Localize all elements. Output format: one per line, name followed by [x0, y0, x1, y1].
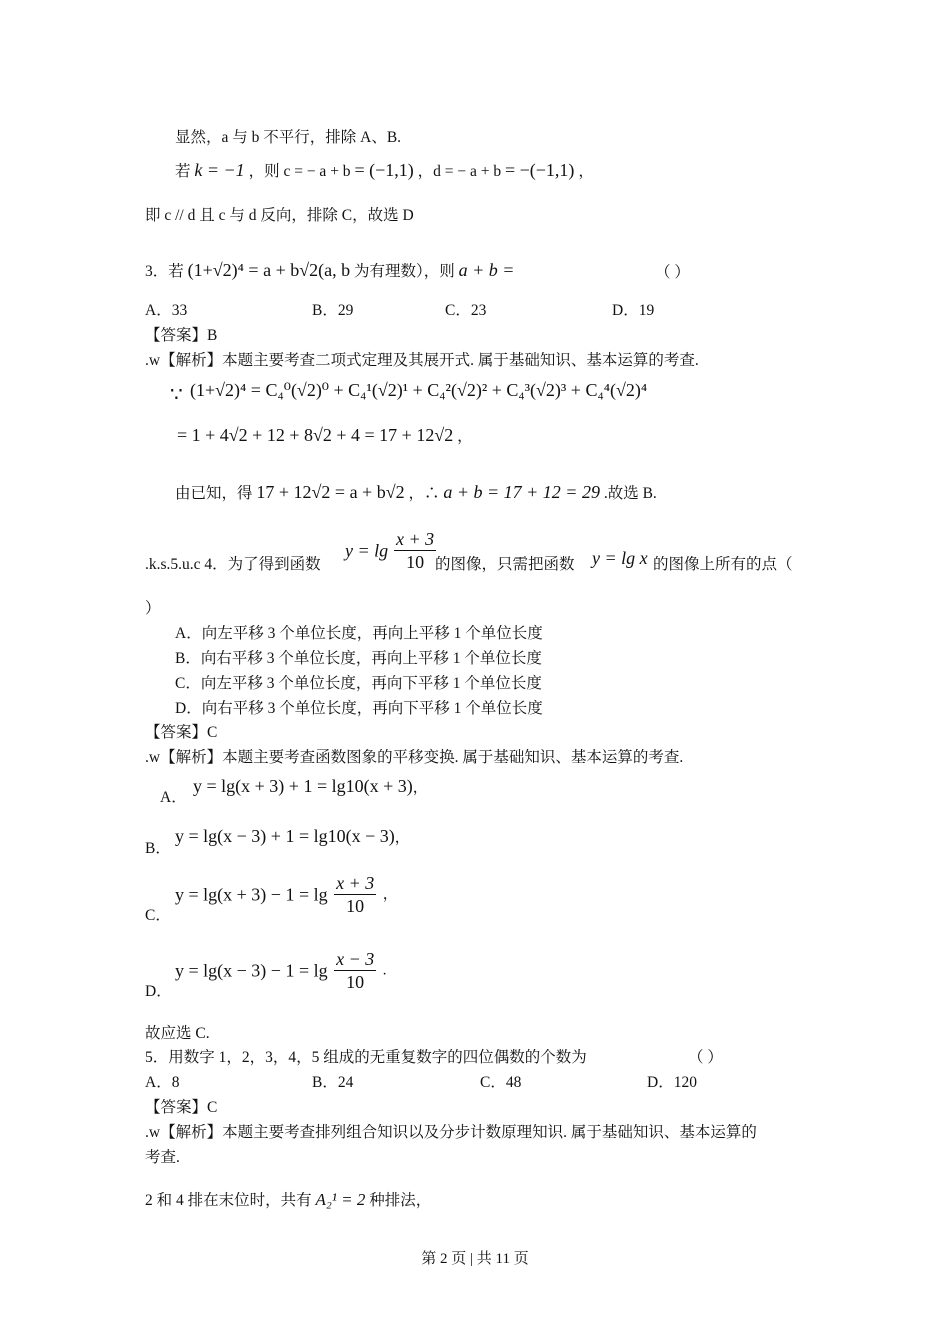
math-expression — [193, 776, 428, 798]
option-d: D．19 — [612, 302, 655, 319]
fraction-denominator: 10 — [346, 972, 365, 992]
explanation: .w【解析】本题主要考查排列组合知识以及分步计数原理知识. 属于基础知识、基本运算的 — [145, 1124, 757, 1141]
math-expression: (1+√2)⁴ = a + b√2(a, b — [187, 260, 351, 280]
text: 2 和 4 排在末位时，共有 — [145, 1192, 312, 1209]
text: ，d — [417, 163, 441, 180]
question-number: 3．若 — [145, 263, 184, 280]
text: 若 — [175, 163, 191, 180]
math-expression: k = −1 — [194, 160, 245, 180]
explanation: .w【解析】本题主要考查二项式定理及其展开式. 属于基础知识、基本运算的考查. — [145, 352, 699, 369]
math-expression: A₂¹ = 2 — [315, 1190, 366, 1209]
answer-bracket: （ ） — [655, 264, 690, 281]
fraction-denominator: 10 — [406, 552, 425, 572]
because-symbol: ∵ — [170, 384, 183, 406]
option-c: C．48 — [480, 1074, 522, 1091]
option-b: B．29 — [312, 302, 354, 319]
option-d: D．120 — [647, 1074, 697, 1091]
expansion-result: = 1 + 4√2 + 12 + 8√2 + 4 = 17 + 12√2 — [177, 425, 454, 445]
text: .故选 B. — [603, 485, 657, 502]
option-c-label: C． — [145, 907, 171, 924]
text: ， — [394, 830, 410, 846]
option-d-label: D． — [145, 983, 172, 1000]
option-a: A．33 — [145, 302, 188, 319]
therefore-symbol: ，∴ — [408, 485, 440, 502]
text: ， — [457, 428, 473, 445]
text: 的图像上所有的点（ — [653, 556, 793, 573]
answer: 【答案】B — [145, 327, 218, 344]
fraction-numerator: x + 3 — [396, 529, 435, 549]
text-line — [145, 1190, 431, 1211]
option-b: B．24 — [312, 1074, 354, 1091]
math-expression — [175, 872, 398, 922]
math-expression: = (−1,1) — [354, 160, 414, 180]
option-a: A．8 — [145, 1074, 180, 1091]
fraction-numerator: x + 3 — [336, 873, 375, 893]
fraction — [334, 872, 376, 917]
option-d: D．向右平移 3 个单位长度，再向下平移 1 个单位长度 — [175, 700, 543, 717]
equation-d: y = lg(x − 3) − 1 = lg — [175, 960, 328, 981]
equation-b: y = lg(x − 3) + 1 = lg10(x − 3) — [175, 826, 395, 846]
math-expression: = −(−1,1) — [504, 160, 575, 180]
option-c: C．23 — [445, 302, 487, 319]
binomial-expansion: (1+√2)⁴ = C₄⁰(√2)⁰ + C₄¹(√2)¹ + C₄²(√2)² + C₄³(√2)³ + C₄⁴(√2)⁴ — [190, 380, 648, 400]
fraction-denominator: 10 — [346, 896, 365, 916]
fraction — [394, 528, 436, 573]
option-a: A．向左平移 3 个单位长度，再向上平移 1 个单位长度 — [175, 625, 543, 642]
equation-c: y = lg(x + 3) − 1 = lg — [175, 884, 328, 905]
math-expression — [190, 380, 647, 402]
explanation: .w【解析】本题主要考查函数图象的平移变换. 属于基础知识、基本运算的考查. — [145, 749, 684, 766]
math-expression — [345, 528, 438, 578]
text: 为有理数），则 — [353, 263, 455, 280]
math-expression: a + b = 17 + 12 = 29 — [443, 482, 600, 502]
answer: 【答案】C — [145, 1099, 218, 1116]
question-3 — [145, 260, 514, 282]
math-expression: y = lg x — [592, 548, 648, 568]
answer: 【答案】C — [145, 724, 218, 741]
text: ， — [578, 163, 594, 180]
page-footer: 第 2 页 | 共 11 页 — [421, 1251, 529, 1267]
equation-a: y = lg(x + 3) + 1 = lg10(x + 3) — [193, 776, 413, 796]
math-expression: = − a + b — [294, 163, 351, 180]
answer-bracket: （ ） — [688, 1049, 723, 1066]
text: ） — [145, 600, 161, 617]
function-lhs: y = lg — [345, 540, 389, 561]
math-expression: 17 + 12√2 = a + b√2 — [256, 482, 405, 502]
fraction — [334, 948, 376, 993]
explanation: 考查. — [145, 1149, 180, 1166]
text: ， — [382, 886, 398, 903]
math-expression — [175, 826, 410, 848]
question-5: 5．用数字 1，2，3，4，5 组成的无重复数字的四位偶数的个数为 — [145, 1049, 587, 1066]
text: ， — [412, 780, 428, 796]
math-expression — [175, 948, 387, 998]
text-line: 显然，a 与 b 不平行，排除 A、B. — [175, 129, 402, 146]
math-expression — [177, 425, 473, 447]
fraction-numerator: x − 3 — [336, 949, 375, 969]
text: 种排法， — [369, 1192, 432, 1209]
question-4 — [145, 555, 321, 575]
text: 的图像，只需把函数 — [435, 556, 575, 573]
text: . — [382, 962, 387, 979]
text-line — [175, 482, 657, 504]
math-expression: = − a + b — [444, 163, 502, 180]
option-c: C．向左平移 3 个单位长度，再向下平移 1 个单位长度 — [175, 675, 542, 692]
question-number: .k.s.5.u.c 4．为了得到函数 — [145, 556, 321, 573]
text-line — [175, 160, 594, 182]
option-a-label: A． — [160, 789, 187, 806]
option-b-label: B． — [145, 840, 171, 857]
text: 由已知，得 — [175, 485, 253, 502]
text-line: 即 c // d 且 c 与 d 反向，排除 C，故选 D — [145, 207, 414, 224]
conclusion: 故应选 C. — [145, 1025, 210, 1042]
text: ，则 c — [248, 163, 291, 180]
math-expression: a + b = — [458, 260, 515, 280]
option-b: B．向右平移 3 个单位长度，再向上平移 1 个单位长度 — [175, 650, 542, 667]
